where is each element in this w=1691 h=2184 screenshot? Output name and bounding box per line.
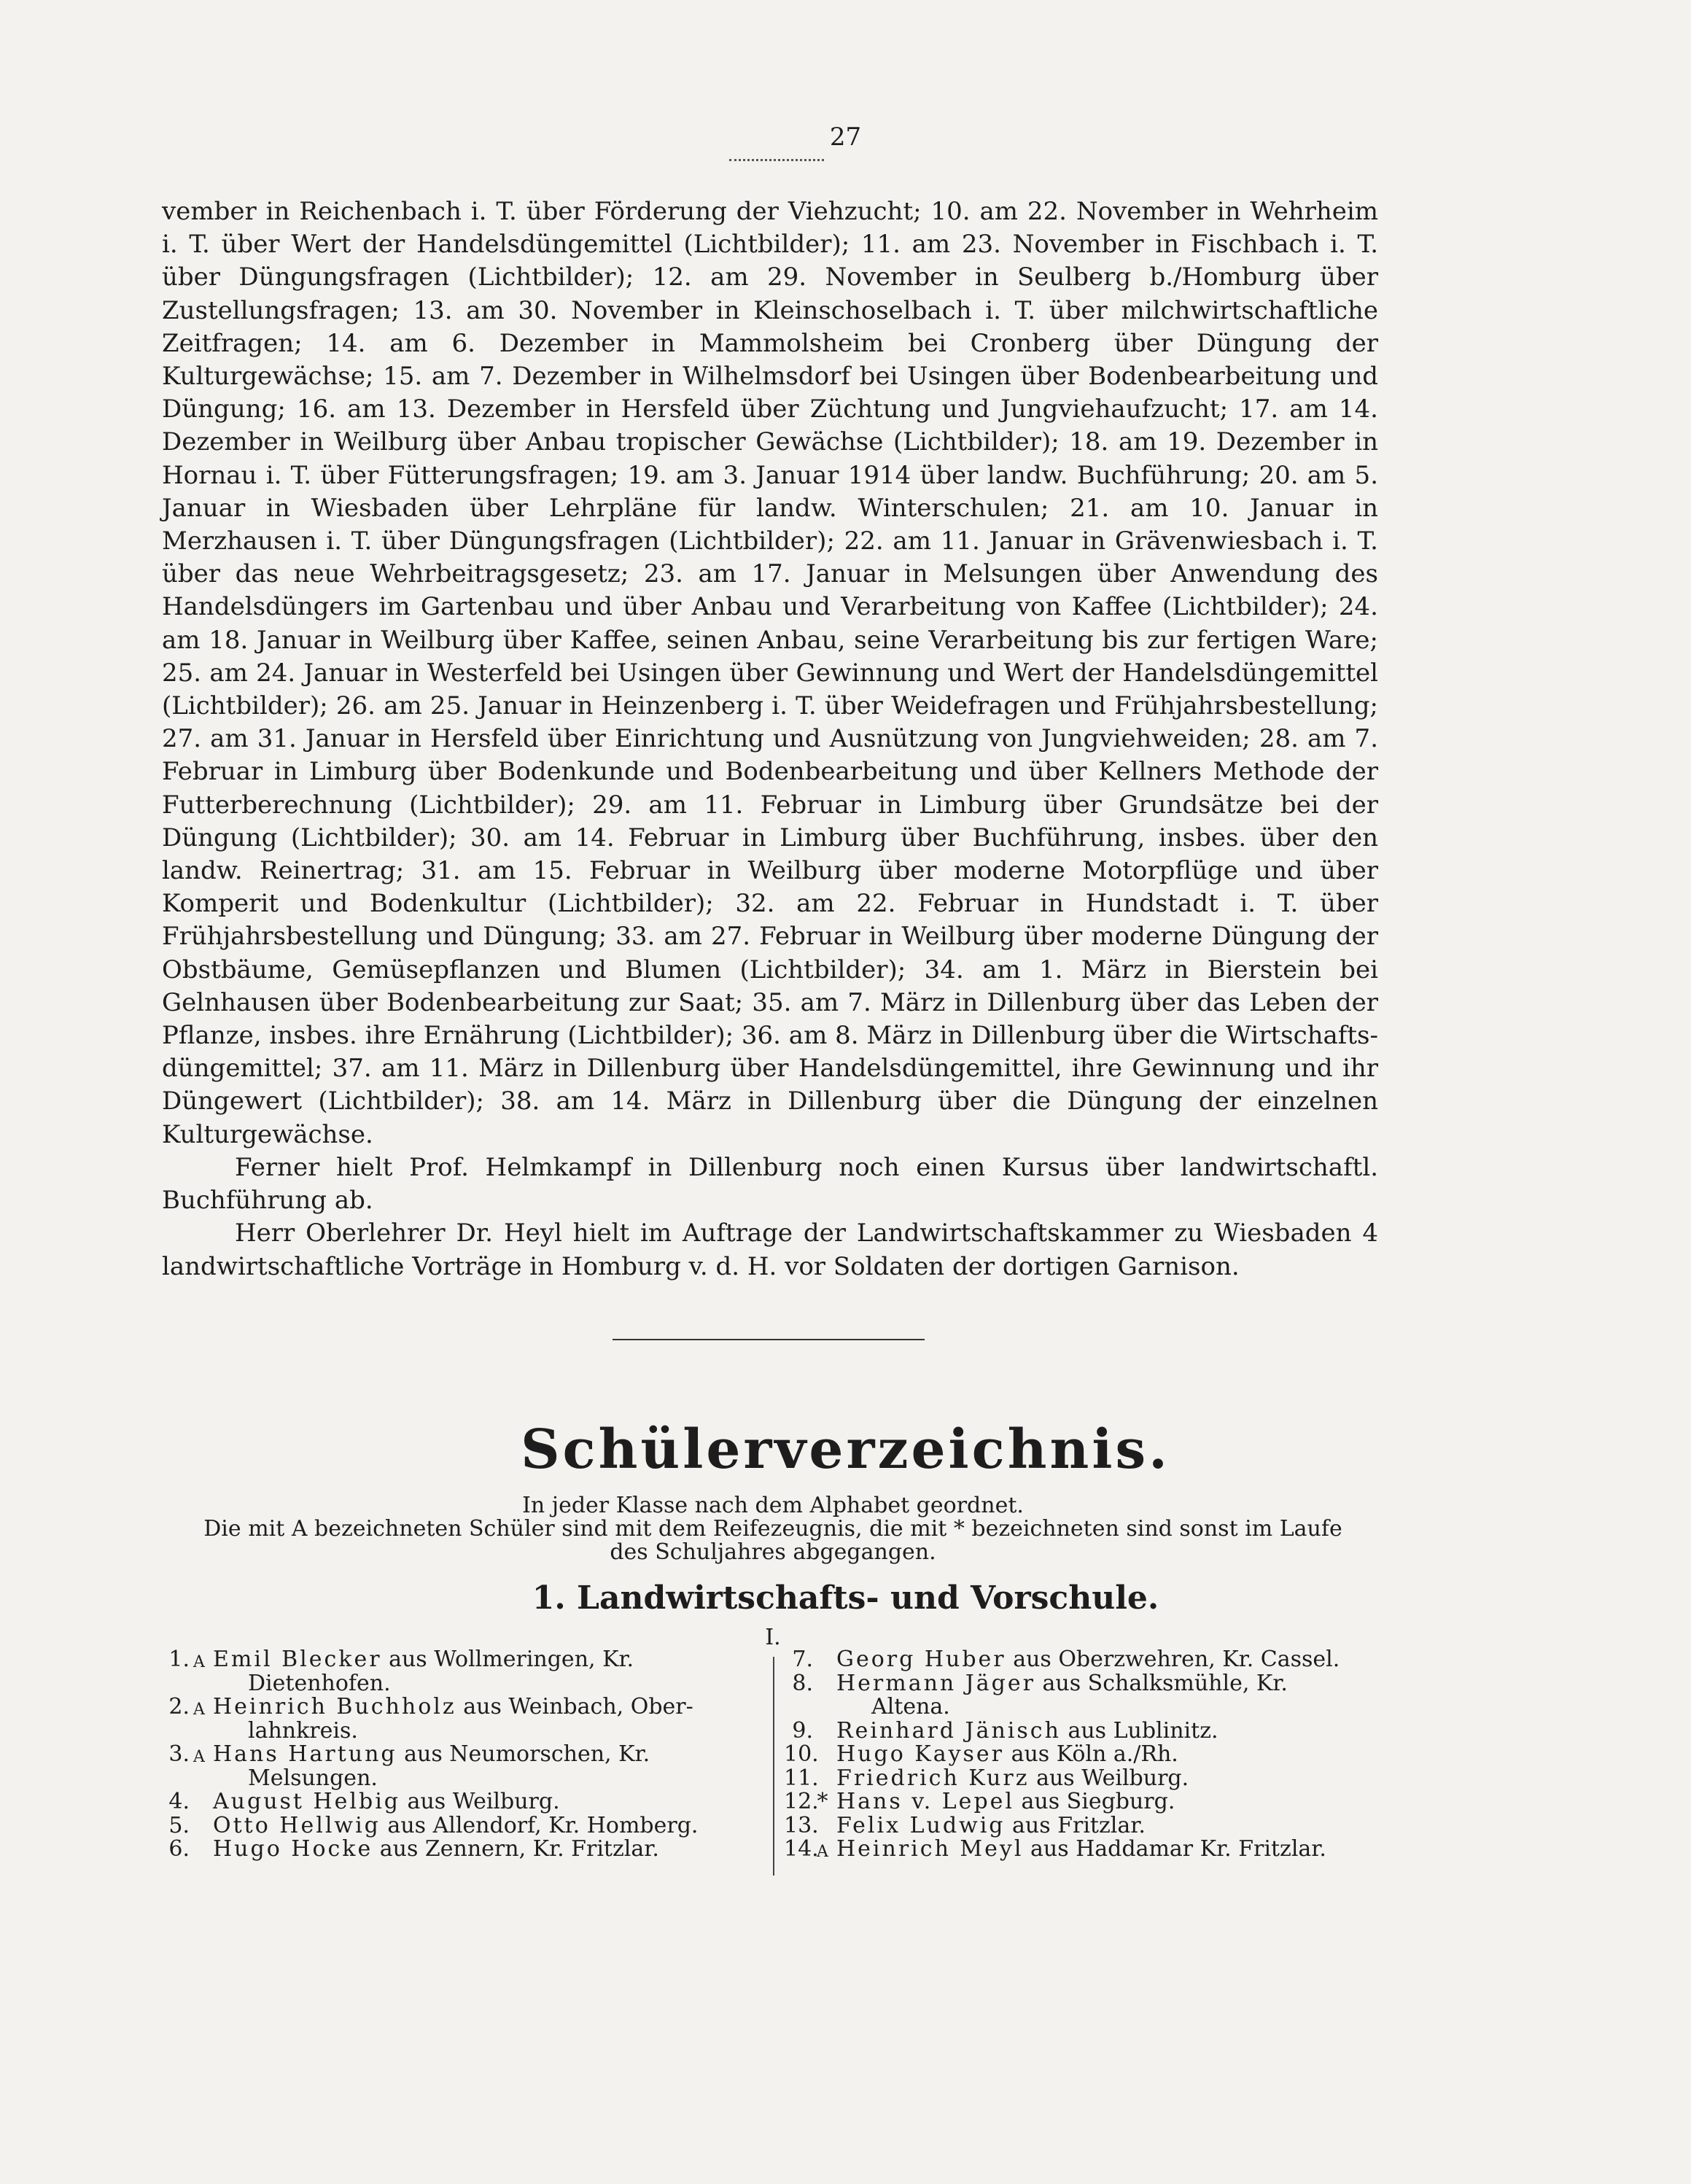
list-item xyxy=(784,1767,1396,1791)
status-mark: A xyxy=(193,1748,205,1766)
lecture-report-text xyxy=(162,195,1378,1283)
student-origin: aus Schalksmühle, Kr. xyxy=(1035,1670,1288,1696)
list-item xyxy=(160,1648,758,1695)
entry-number: 9. xyxy=(792,1717,813,1744)
student-name: Hugo Hocke xyxy=(213,1836,373,1862)
student-origin: aus Wollmeringen, Kr. xyxy=(381,1647,634,1672)
list-item xyxy=(784,1838,1396,1865)
course-paragraph: Ferner hielt Prof. Helmkampf in Dillenburg noch einen Kursus über landwirtschaftl. Buchführung ab. xyxy=(162,1152,1378,1216)
entry-text xyxy=(209,1814,758,1838)
entry-text xyxy=(209,1838,758,1862)
student-origin: aus Allendorf, Kr. Homberg. xyxy=(380,1812,699,1838)
entry-text xyxy=(209,1695,758,1743)
list-item xyxy=(784,1743,1396,1767)
status-mark: A xyxy=(193,1653,205,1671)
legend-note-line-1: Die mit A bezeichneten Schüler sind mit dem Reifezeugnis, die mit * bezeichneten sind sonst im Laufe xyxy=(203,1516,1342,1542)
status-mark: * xyxy=(817,1789,828,1814)
status-mark: A xyxy=(193,1701,205,1719)
section-divider xyxy=(613,1339,925,1340)
student-origin: aus Weilburg. xyxy=(400,1789,560,1814)
garrison-lectures-paragraph: Herr Oberlehrer Dr. Heyl hielt im Auftrage der Landwirtschaftskammer zu Wiesbaden 4 landwirtschaftliche Vorträge in Homburg v. d. H. vor Soldaten der dortigen Garnison. xyxy=(162,1219,1378,1281)
entry-number: 13. xyxy=(784,1812,819,1838)
student-name: Hugo Kayser xyxy=(836,1741,1005,1767)
entry-text xyxy=(832,1838,1396,1862)
student-name: Otto Hellwig xyxy=(213,1812,381,1838)
entry-text xyxy=(209,1743,758,1790)
entry-number: 11. xyxy=(784,1765,819,1791)
student-name: Reinhard Jänisch xyxy=(836,1717,1061,1744)
school-section-heading: 1. Landwirtschafts- und Vorschule. xyxy=(532,1579,1159,1617)
entry-text xyxy=(209,1648,758,1695)
student-name: Heinrich Meyl xyxy=(836,1836,1024,1862)
student-list-title: Schülerverzeichnis. xyxy=(521,1418,1170,1481)
entry-text xyxy=(832,1767,1396,1791)
student-origin: aus Siegburg. xyxy=(1014,1789,1175,1814)
entry-text xyxy=(832,1719,1396,1744)
student-list-left-column xyxy=(160,1648,758,1862)
student-name: Felix Ludwig xyxy=(836,1812,1006,1838)
student-name: Emil Blecker xyxy=(213,1647,382,1672)
entry-number: 1. xyxy=(168,1647,190,1672)
student-origin: aus Köln a./Rh. xyxy=(1004,1741,1178,1767)
entry-number: 14. xyxy=(784,1836,819,1862)
student-origin-continued: Altena. xyxy=(871,1694,950,1719)
entry-number: 5. xyxy=(168,1812,190,1838)
entry-text xyxy=(209,1790,758,1814)
entry-text xyxy=(832,1790,1396,1814)
student-origin-continued: lahnkreis. xyxy=(248,1717,358,1744)
student-origin: aus Haddamar Kr. Fritzlar. xyxy=(1023,1836,1326,1862)
page-number: 27 xyxy=(829,123,862,152)
entry-number: 12. xyxy=(784,1789,819,1814)
student-origin: aus Fritzlar. xyxy=(1005,1812,1146,1838)
entry-number: 8. xyxy=(792,1670,813,1696)
list-item xyxy=(784,1790,1396,1814)
list-item xyxy=(160,1814,758,1838)
student-origin-continued: Melsungen. xyxy=(248,1765,378,1791)
student-origin: aus Oberzwehren, Kr. Cassel. xyxy=(1006,1647,1340,1672)
list-item xyxy=(784,1719,1396,1744)
student-name: Hermann Jäger xyxy=(836,1670,1035,1696)
list-item xyxy=(160,1790,758,1814)
student-name: Friedrich Kurz xyxy=(836,1765,1030,1791)
student-origin: aus Weinbach, Ober- xyxy=(456,1694,693,1719)
list-item xyxy=(160,1838,758,1862)
student-origin: aus Neumorschen, Kr. xyxy=(397,1741,650,1767)
class-heading: I. xyxy=(765,1625,781,1650)
list-item xyxy=(784,1672,1396,1719)
student-origin: aus Zennern, Kr. Fritzlar. xyxy=(373,1836,659,1862)
entry-text xyxy=(832,1648,1396,1672)
legend-note-line-2: des Schuljahres abgegangen. xyxy=(610,1539,936,1565)
entry-number: 3. xyxy=(168,1741,190,1767)
student-origin-continued: Dietenhofen. xyxy=(248,1670,391,1696)
student-origin: aus Weilburg. xyxy=(1029,1765,1189,1791)
lecture-list-paragraph: vember in Reichenbach i. T. über Förderung der Viehzucht; 10. am 22. November in Wehrheim i. T. über Wert der Handelsdüngemittel (Lichtbilder); 11. am 23. November in Fischbach i. T. über Düngungsfragen (Lichtbilder); 12. am 29. November in Seulberg b./Homburg über Zustellungsfragen; 13. am 30. November in Kleinschoselbach i. T. über milchwirtschaftliche Zeitfragen; 14. am 6. Dezember in Mammolsheim bei Cronberg über Düngung der Kulturgewächse; 15. am 7. Dezember in Wilhelmsdorf bei Usingen über Bodenbearbeitung und Düngung; 16. am 13. Dezember in Hersfeld über Züchtung und Jungviehaufzucht; 17. am 14. Dezember in Weilburg über Anbau tropischer Gewächse (Lichtbilder); 18. am 19. Dezember in Hornau i. T. über Fütterungsfragen; 19. am 3. Januar 1914 über landw. Buchführung; 20. am 5. Januar in Wiesbaden über Lehrpläne für landw. Winterschulen; 21. am 10. Januar in Merzhausen i. T. über Düngungsfragen (Lichtbilder); 22. am 11. Januar in Grävenwiesbach i. T. über das neue Wehrbeitragsgesetz; 23. am 17. Januar in Melsungen über Anwendung des Handelsdüngers im Gartenbau und über Anbau und Verarbeitung von Kaffee (Lichtbilder); 24. am 18. Januar in Weilburg über Kaffee, seinen Anbau, seine Verarbeitung bis zur fertigen Ware; 25. am 24. Januar in Westerfeld bei Usingen über Gewinnung und Wert der Handelsdüngemittel (Lichtbilder); 26. am 25. Januar in Heinzenberg i. T. über Weidefragen und Frühjahrsbestellung; 27. am 31. Januar in Hersfeld über Einrichtung und Ausnützung von Jungviehweiden; 28. am 7. Februar in Limburg über Bodenkunde und Bodenbearbeitung und über Kellners Methode der Futterberechnung (Lichtbilder); 29. am 11. Februar in Limburg über Grundsätze bei der Düngung (Lichtbilder); 30. am 14. Februar in Limburg über Buchführung, insbes. über den landw. Reinertrag; 31. am 15. Februar in Weilburg über moderne Motorpflüge und über Komperit und Bodenkultur (Lichtbilder); 32. am 22. Februar in Hundstadt i. T. über Frühjahrsbestellung und Düngung; 33. am 27. Februar in Weilburg über moderne Düngung der Obstbäume, Gemüsepflanzen und Blumen (Lichtbilder); 34. am 1. März in Bierstein bei Gelnhausen über Bodenbearbeitung zur Saat; 35. am 7. März in Dillenburg über das Leben der Pflanze, insbes. ihre Ernährung (Lichtbilder); 36. am 8. März in Dillenburg über die Wirtschaftsdüngemittel; 37. am 11. März in Dillenburg über Handelsdüngemittel, ihre Gewinnung und ihr Düngewert (Lichtbilder); 38. am 14. März in Dillenburg über die Düngung der einzelnen Kulturgewächse. xyxy=(162,197,1378,1149)
entry-number: 6. xyxy=(168,1836,190,1862)
student-origin: aus Lublinitz. xyxy=(1060,1717,1218,1744)
student-name: Georg Huber xyxy=(836,1647,1006,1672)
student-name: August Helbig xyxy=(213,1789,401,1814)
list-item xyxy=(160,1695,758,1743)
entry-number: 7. xyxy=(792,1647,813,1672)
column-divider xyxy=(773,1657,774,1876)
student-list-right-column xyxy=(784,1648,1396,1865)
student-name: Heinrich Buchholz xyxy=(213,1694,456,1719)
list-item xyxy=(784,1814,1396,1838)
entry-text xyxy=(832,1814,1396,1838)
ordering-note: In jeder Klasse nach dem Alphabet geordnet. xyxy=(522,1493,1024,1518)
entry-number: 2. xyxy=(168,1694,190,1719)
entry-text xyxy=(832,1743,1396,1767)
page-number-ornament xyxy=(729,159,824,161)
entry-text xyxy=(832,1672,1396,1719)
status-mark: A xyxy=(817,1843,828,1861)
student-name: Hans v. Lepel xyxy=(836,1789,1014,1814)
list-item xyxy=(784,1648,1396,1672)
entry-number: 4. xyxy=(168,1789,190,1814)
student-name: Hans Hartung xyxy=(213,1741,397,1767)
list-item xyxy=(160,1743,758,1790)
entry-number: 10. xyxy=(784,1741,819,1767)
